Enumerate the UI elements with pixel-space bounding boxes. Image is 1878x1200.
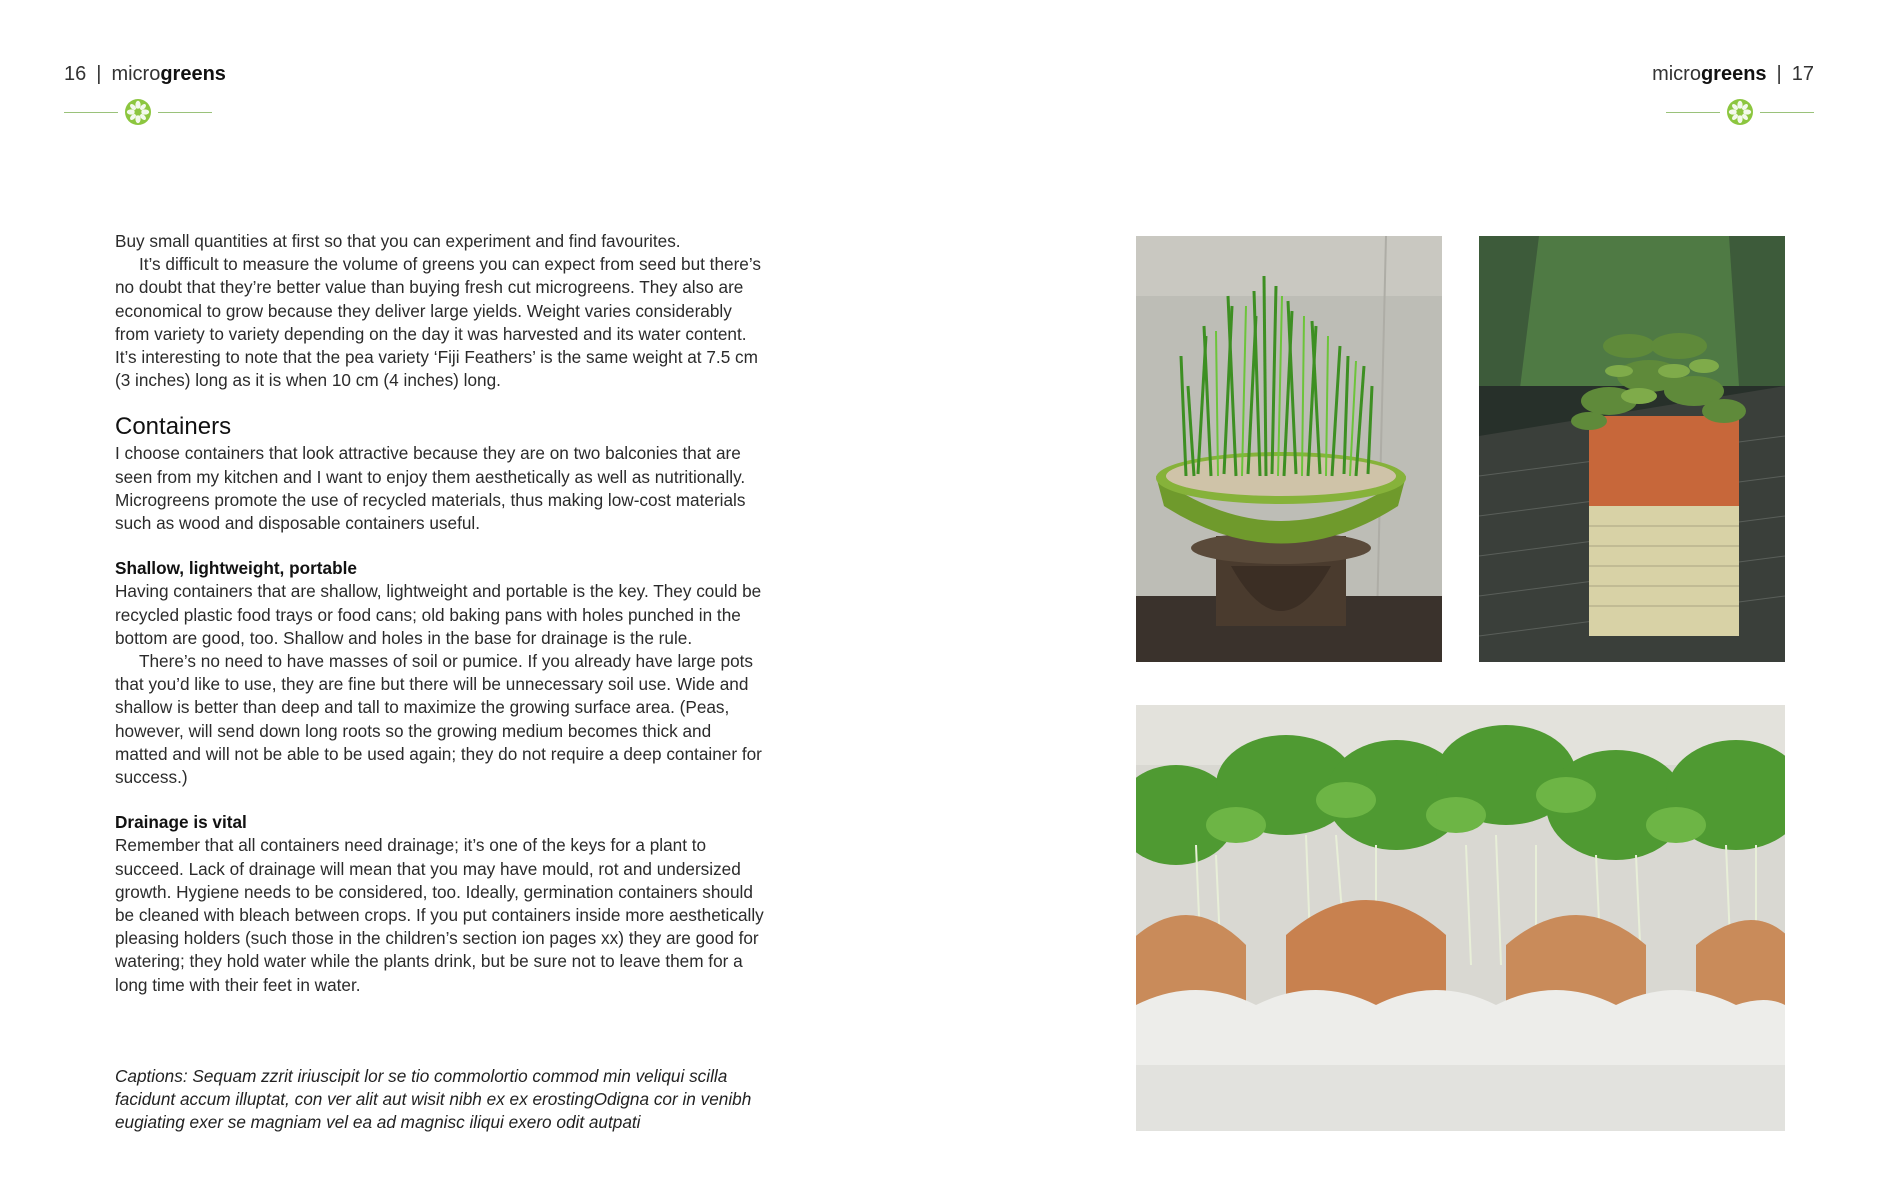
eggshell-cress-photo: [1136, 705, 1785, 1131]
flower-icon: [1726, 98, 1754, 126]
left-page-number: 16: [64, 63, 87, 85]
left-brand-light: micro: [111, 63, 161, 85]
flower-icon: [124, 98, 152, 126]
tin-can-greens-photo: [1479, 236, 1785, 662]
right-ornament: [1666, 98, 1814, 126]
left-ornament-rule-left: [64, 112, 118, 113]
intro-paragraph-2: It’s difficult to measure the volume of greens you can expect from seed but there’s no doubt that they’re better value than buying fresh cut microgreens. They also are economical to grow because they deliver large yields. Weight varies considerably from variety to variety depending on the day it was harvested and its water content. It’s interesting to note that the pea variety ‘Fiji Feathers’ is the same weight at 7.5 cm (3 inches) long as it is when 10 cm (4 inches) long.: [115, 254, 761, 391]
right-page-header: [1652, 60, 1814, 88]
shallow-paragraph-2: There’s no need to have masses of soil or pumice. If you already have large pots that you’d like to use, they are fine but there will be unnecessary soil use. Wide and shallow is better than deep and tall to maximize the growing surface area. (Peas, however, will send down long roots so the growing medium becomes thick and matted and will not be able to be used again; they do not require a deep container for success.): [115, 651, 762, 788]
cropped-running-text: [1060, 0, 1560, 6]
drainage-heading: Drainage is vital: [115, 812, 247, 833]
left-brand-bold: greens: [160, 63, 226, 85]
containers-heading: Containers: [115, 413, 232, 441]
right-brand-bold: greens: [1700, 63, 1767, 85]
left-page-header: [64, 60, 226, 88]
left-ornament: [64, 98, 212, 126]
shallow-heading: Shallow, lightweight, portable: [115, 558, 357, 579]
right-brand-light: micro: [1652, 63, 1701, 85]
right-ornament-rule-right: [1760, 112, 1814, 113]
right-header-separator: |: [1776, 63, 1782, 85]
body-text-column: [115, 230, 765, 1135]
shallow-paragraph-1: Having containers that are shallow, lightweight and portable is the key. They could be recycled plastic food trays or food cans; old baking pans with holes punched in the bottom are good, too. Shallow and holes in the base for drainage is the rule.: [115, 581, 762, 648]
wheatgrass-bowl-photo: [1136, 236, 1442, 662]
containers-paragraph: I choose containers that look attractive because they are on two balconies that are seen from my kitchen and I want to enjoy them aesthetically as well as nutritionally. Microgreens promote the use of recycled materials, thus making low-cost materials such as wood and disposable containers useful.: [115, 443, 746, 534]
left-header-separator: |: [96, 63, 102, 85]
right-page-number: 17: [1791, 63, 1814, 85]
left-ornament-rule-right: [158, 112, 212, 113]
drainage-paragraph: Remember that all containers need drainage; it’s one of the keys for a plant to succeed. Lack of drainage will mean that you may have mould, rot and undersized growth. Hygiene needs to be considered, too. Ideally, germination containers should be cleaned with bleach between crops. If you put containers inside more aesthetically pleasing holders (such those in the children’s section ion pages xx) they are good for watering; they hold water while the plants drink, but be sure not to leave them for a long time with their feet in water.: [115, 835, 764, 995]
right-ornament-rule-left: [1666, 112, 1720, 113]
intro-paragraph-1: Buy small quantities at first so that you can experiment and find favourites.: [115, 231, 681, 251]
photo-caption: Captions: Sequam zzrit iriuscipit lor se tio commolortio commod min veliqui scilla facidunt accum illuptat, con ver alit aut wisit nibh ex ex erostingOdigna cor in venibh eugiating exer se magniam vel ea ad magnisc iliqui exero odit autpati: [115, 1065, 752, 1133]
